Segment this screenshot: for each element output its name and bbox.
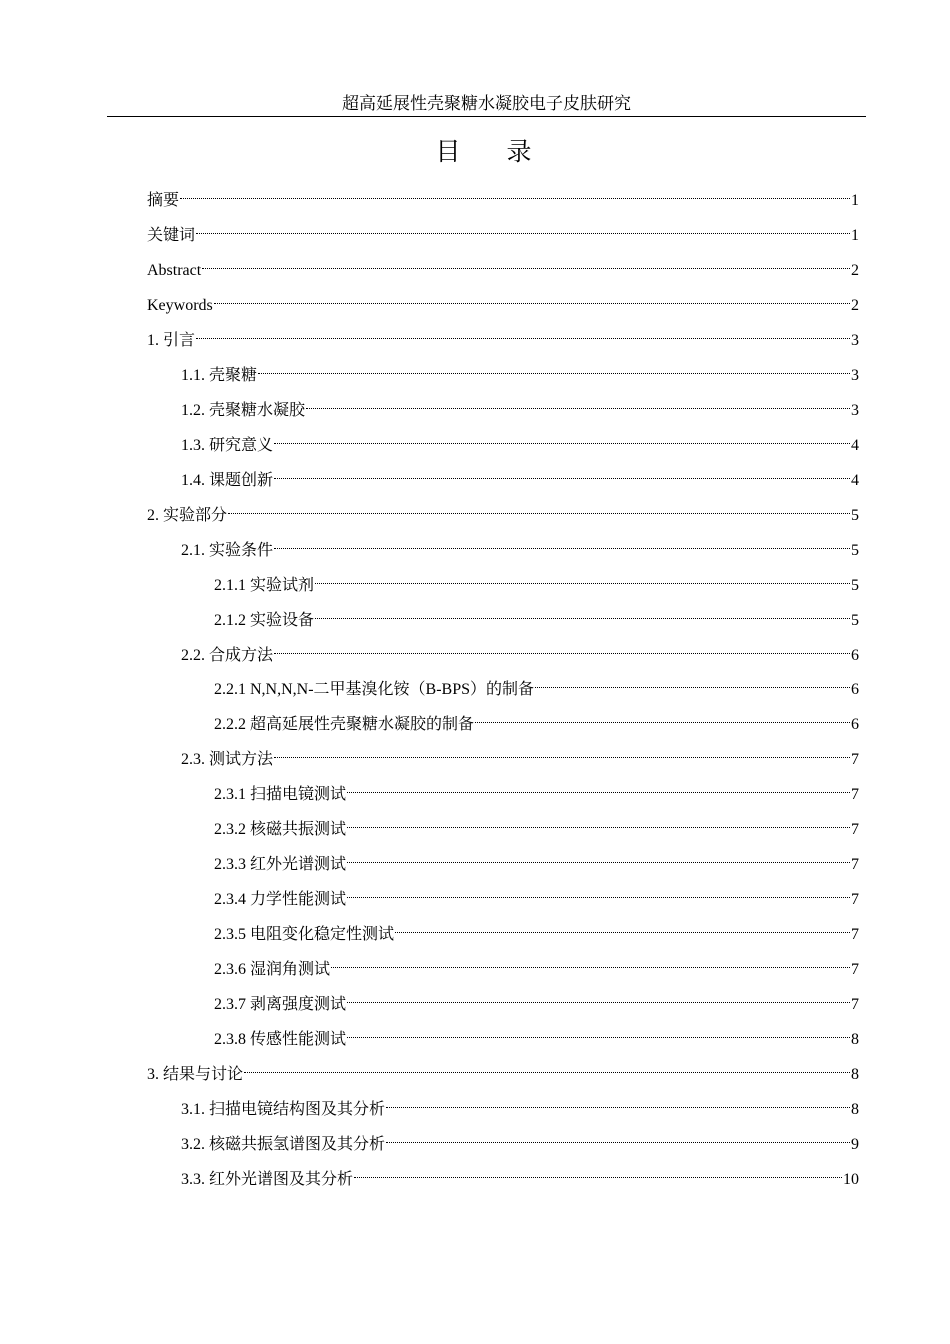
toc-entry-label: 2.3.7 剥离强度测试 [214, 996, 347, 1014]
toc-entry[interactable] [147, 251, 859, 279]
toc-entry[interactable] [181, 740, 859, 769]
toc-entry[interactable] [214, 810, 859, 839]
toc-entry-label: 摘要 [147, 192, 180, 209]
toc-dot-leader [274, 426, 850, 450]
toc-page-number: 7 [851, 996, 859, 1014]
toc-dot-leader [315, 601, 850, 625]
toc-dot-leader [214, 286, 850, 310]
toc-entry-label: 2.1.2 实验设备 [214, 611, 315, 629]
toc-entry[interactable] [214, 705, 859, 734]
toc-page-number: 3 [851, 331, 859, 349]
toc-page-number: 8 [851, 1031, 859, 1048]
toc-dot-leader [274, 740, 850, 764]
toc-page-number: 1 [851, 227, 859, 244]
toc-dot-leader [347, 810, 850, 834]
toc-entry[interactable] [181, 356, 859, 384]
toc-entry-label: 1.3. 研究意义 [181, 436, 274, 454]
toc-entry[interactable] [147, 286, 859, 314]
toc-entry[interactable] [214, 601, 859, 629]
toc-entry-label: 2.3.4 力学性能测试 [214, 891, 347, 909]
toc-dot-leader [386, 1090, 850, 1114]
toc-page-number: 5 [851, 506, 859, 524]
toc-page-number: 7 [851, 926, 859, 944]
toc-entry[interactable] [181, 1125, 859, 1153]
toc-entry[interactable] [147, 216, 859, 244]
toc-page-number: 5 [851, 611, 859, 629]
toc-entry-label: 关键词 [147, 227, 196, 244]
toc-entry-label: 1.1. 壳聚糖 [181, 366, 258, 384]
toc-page-number: 2 [851, 261, 859, 279]
toc-dot-leader [386, 1125, 850, 1149]
toc-dot-leader [535, 670, 850, 694]
toc-entry-label: 2.3.6 湿润角测试 [214, 961, 331, 979]
toc-dot-leader [306, 391, 850, 415]
toc-page-number: 7 [851, 786, 859, 804]
toc-page-number: 8 [851, 1066, 859, 1083]
toc-entry[interactable] [181, 461, 859, 489]
toc-entry-label: 2.2.2 超高延展性壳聚糖水凝胶的制备 [214, 716, 475, 734]
toc-entry[interactable] [181, 426, 859, 454]
toc-entry-label: 1.2. 壳聚糖水凝胶 [181, 401, 306, 419]
toc-entry-label: Abstract [147, 261, 202, 279]
toc-page-number: 7 [851, 961, 859, 979]
toc-entry-label: 2.2.1 N,N,N,N-二甲基溴化铵（B-BPS）的制备 [214, 681, 535, 699]
toc-entry[interactable] [214, 566, 859, 594]
toc-page-number: 7 [851, 856, 859, 874]
toc-dot-leader [196, 216, 850, 240]
toc-dot-leader [180, 181, 850, 205]
toc-page-number: 6 [851, 681, 859, 699]
toc-page-number: 10 [843, 1170, 859, 1188]
toc-entry[interactable] [214, 950, 859, 979]
toc-entry-label: 3. 结果与讨论 [147, 1066, 244, 1083]
toc-page-number: 7 [851, 751, 859, 769]
toc-entry[interactable] [214, 845, 859, 874]
toc-entry-label: 2.1.1 实验试剂 [214, 576, 315, 594]
toc-dot-leader [274, 636, 850, 660]
toc-entry-label: 2. 实验部分 [147, 506, 228, 524]
toc-entry[interactable] [181, 636, 859, 664]
toc-entry-label: 2.3.1 扫描电镜测试 [214, 786, 347, 804]
toc-entry-label: 2.1. 实验条件 [181, 541, 274, 559]
toc-entry[interactable] [214, 880, 859, 909]
toc-entry[interactable] [214, 985, 859, 1014]
toc-entry[interactable] [181, 391, 859, 419]
toc-page-number: 3 [851, 401, 859, 419]
toc-dot-leader [347, 775, 850, 799]
toc-entry[interactable] [181, 531, 859, 559]
toc-dot-leader [475, 705, 850, 729]
toc-entry-label: 3.2. 核磁共振氢谱图及其分析 [181, 1135, 386, 1153]
toc-dot-leader [202, 251, 850, 275]
toc-title: 目录 [435, 137, 578, 166]
toc-page-number: 2 [851, 296, 859, 314]
toc-entry[interactable] [214, 1020, 859, 1048]
toc-dot-leader [244, 1055, 850, 1079]
toc-entry-label: 2.2. 合成方法 [181, 646, 274, 664]
toc-page-number: 1 [851, 192, 859, 209]
toc-dot-leader [347, 845, 850, 869]
toc-page-number: 9 [851, 1135, 859, 1153]
toc-dot-leader [196, 321, 850, 345]
toc-entry-label: 2.3.5 电阻变化稳定性测试 [214, 926, 395, 944]
toc-entry[interactable] [181, 1090, 859, 1118]
toc-dot-leader [347, 880, 850, 904]
toc-page-number: 3 [851, 366, 859, 384]
toc-entry[interactable] [214, 775, 859, 804]
toc-entry[interactable] [147, 1055, 859, 1083]
toc-entry-label: 2.3.3 红外光谱测试 [214, 856, 347, 874]
toc-page-number: 8 [851, 1101, 859, 1118]
toc-dot-leader [228, 496, 850, 520]
toc-entry-label: 3.3. 红外光谱图及其分析 [181, 1170, 354, 1188]
toc-entry-label: Keywords [147, 296, 213, 314]
toc-entry[interactable] [147, 321, 859, 349]
toc-entry[interactable] [214, 670, 859, 699]
toc-entry[interactable] [147, 181, 859, 209]
running-header: 超高延展性壳聚糖水凝胶电子皮肤研究 [342, 94, 631, 114]
toc-page-number: 5 [851, 541, 859, 559]
toc-page-number: 7 [851, 821, 859, 839]
toc-entry-label: 3.1. 扫描电镜结构图及其分析 [181, 1101, 386, 1118]
toc-dot-leader [315, 566, 850, 590]
toc-page-number: 7 [851, 891, 859, 909]
toc-page-number: 4 [851, 471, 859, 489]
toc-dot-leader [395, 915, 850, 939]
toc-page-number: 6 [851, 716, 859, 734]
toc-page-number: 5 [851, 576, 859, 594]
toc-dot-leader [347, 985, 850, 1009]
toc-entry-label: 2.3.8 传感性能测试 [214, 1031, 347, 1048]
toc-entry-label: 2.3.2 核磁共振测试 [214, 821, 347, 839]
toc-entry-label: 1. 引言 [147, 331, 196, 349]
toc-dot-leader [274, 531, 850, 555]
toc-entry[interactable] [147, 496, 859, 524]
toc-page-number: 4 [851, 436, 859, 454]
toc-entry-label: 1.4. 课题创新 [181, 471, 274, 489]
toc-page-number: 6 [851, 646, 859, 664]
toc-dot-leader [258, 356, 850, 380]
toc-dot-leader [347, 1020, 850, 1044]
toc-dot-leader [354, 1160, 842, 1184]
toc-entry[interactable] [181, 1160, 859, 1188]
toc-dot-leader [331, 950, 850, 974]
toc-entry[interactable] [214, 915, 859, 944]
toc-entry-label: 2.3. 测试方法 [181, 751, 274, 769]
toc-dot-leader [274, 461, 850, 485]
